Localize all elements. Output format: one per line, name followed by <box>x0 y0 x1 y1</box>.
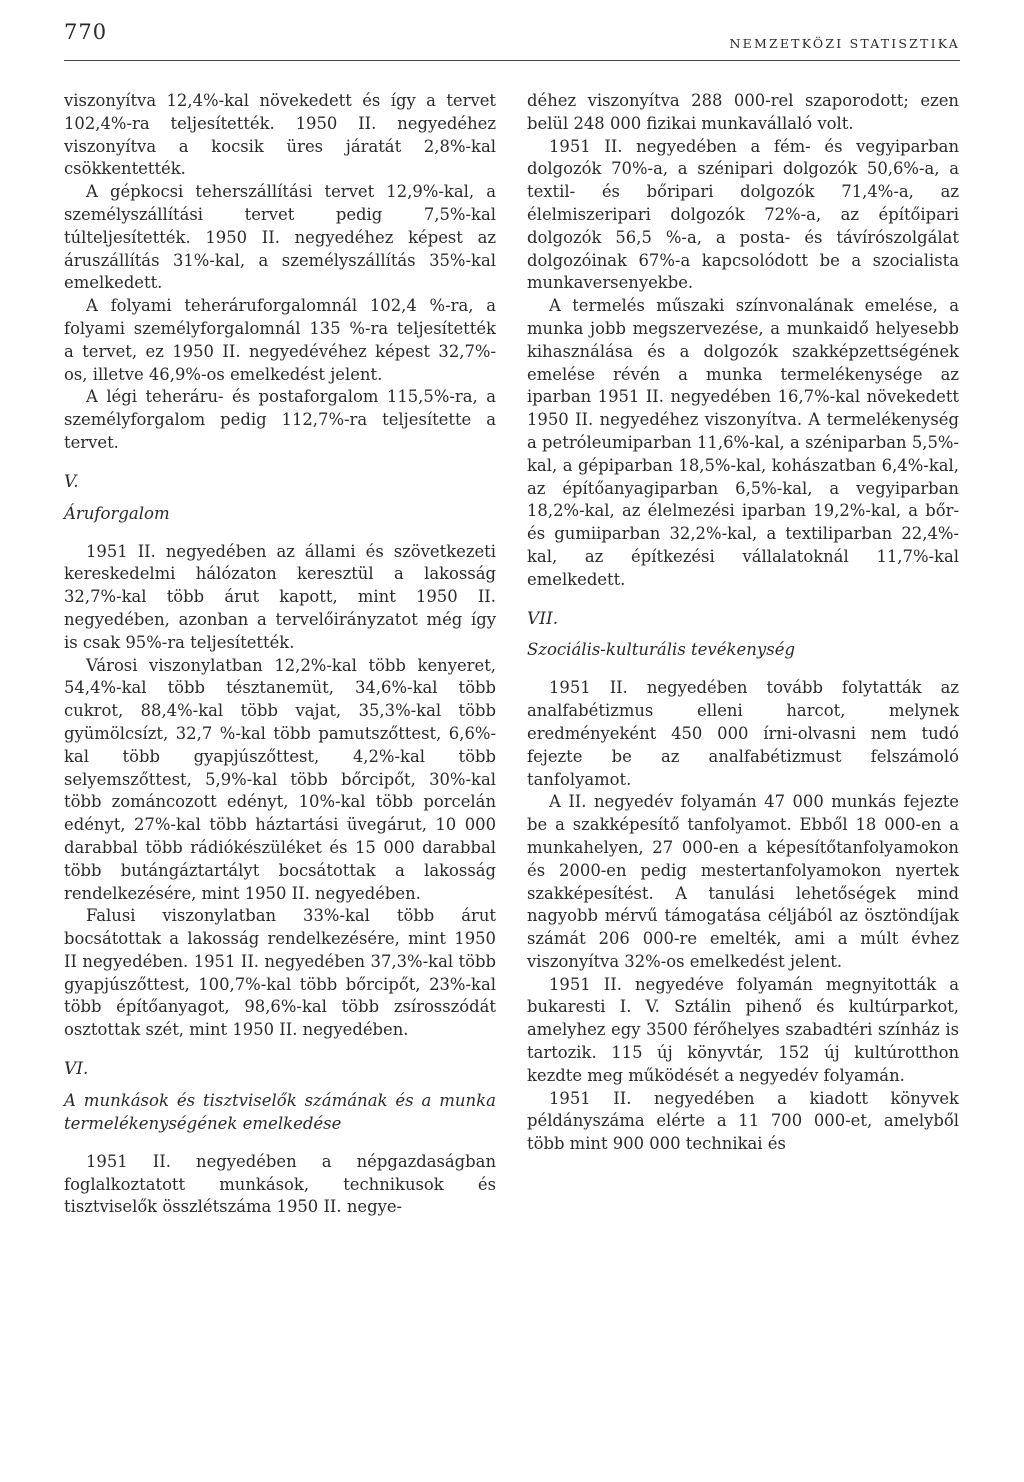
paragraph: A légi teheráru- és postaforgalom 115,5%-ra, a személyforgalom pedig 112,7%-ra teljesítette a tervet. <box>64 387 496 452</box>
section-number: V. <box>64 471 79 492</box>
paragraph: viszonyítva 12,4%-kal növekedett és így a tervet 102,4%-ra teljesítették. 1950 II. negyedéhez viszonyítva a kocsik üres járatát 2,8%-kal csökkentették. <box>64 91 496 179</box>
paragraph: A termelés műszaki színvonalának emelése, a munka jobb megszervezése, a munkaidő helyesebb kihasználása és a dolgozók szakképzettségének emelése révén a munka termelékenysége az iparban 1951 II. negyedében 16,7%-kal növekedett 1950 II. negyedéhez viszonyítva. A termelékenység a petróleumiparban 11,6%-kal, a széniparban 5,5%-kal, a gépiparban 18,5%-kal, kohászatban 6,4%-kal, az építőanyagiparban 6,5%-kal, a vegyiparban 18,2%-kal, az élelmezési iparban 19,2%-kal, a bőr- és gumiiparban 32,2%-kal, a textiliparban 22,4%-kal, az építkezési vállalatoknál 11,7%-kal emelkedett. <box>527 296 959 589</box>
left-column <box>64 90 496 1219</box>
paragraph: 1951 II. negyedében a kiadott könyvek példányszáma elérte a 11 700 000-et, amelyből több mint 900 000 technikai és <box>527 1088 959 1154</box>
running-title: NEMZETKÖZI STATISZTIKA <box>729 36 960 51</box>
header-rule <box>64 60 960 61</box>
paragraph: Városi viszonylatban 12,2%-kal több kenyeret, 54,4%-kal több tésztanemüt, 34,6%-kal több cukrot, 88,4%-kal több vajat, 35,3%-kal több gyümölcsízt, 32,7 %-kal több pamutszőttest, 6,6%-kal több gyapjúszőttest, 4,2%-kal több selyemszőttest, 5,9%-kal több bőrcipőt, 30%-kal több zománcozott edényt, 10%-kal több porcelán edényt, 27%-kal több háztartási üvegárut, 10 000 darabbal több rádiókészüléket és 15 000 darabbal több butángáztartályt bocsátottak a lakosság rendelkezésére, mint 1950 II. negyedében. <box>64 655 496 903</box>
paragraph: A folyami teheráruforgalomnál 102,4 %-ra, a folyami személyforgalomnál 135 %-ra teljesítették a tervet, ez 1950 II. negyedévéhez képest 32,7%-os, illetve 46,9%-os emelkedést jelent. <box>64 296 496 384</box>
section-title: Áruforgalom <box>64 503 170 523</box>
paragraph: 1951 II. negyedében a fém- és vegyiparban dolgozók 70%-a, a szénipari dolgozók 50,6%-a, a textil- és bőripari dolgozók 71,4%-a, az élelmiszeripari dolgozók 72%-a, az építőipari dolgozók 56,5 %-a, a posta- és távírószolgálat dolgozóinak 67%-a kapcsolódott be a szocialista munkaversenyekbe. <box>527 136 959 293</box>
section-title: A munkások és tisztviselők számának és a munka termelékenységének emelkedése <box>64 1090 496 1133</box>
paragraph: Falusi viszonylatban 33%-kal több árut bocsátottak a lakosság rendelkezésére, mint 1950 II negyedében. 1951 II. negyedében 37,3%-kal több gyapjúszőttest, 100,7%-kal több bőrcipőt, 23%-kal több építőanyagot, 98,6%-kal több zsírosszódát osztottak szét, mint 1950 II. negyedében. <box>64 906 496 1040</box>
paragraph: 1951 II. negyedében az állami és szövetkezeti kereskedelmi hálózaton keresztül a lakosság 32,7%-kal több árut kapott, mint 1950 II. negyedében, azonban a tervelőirányzatot még így is csak 95%-ra teljesítették. <box>64 541 496 652</box>
right-column <box>527 90 959 1156</box>
section-number: VII. <box>527 608 559 629</box>
paragraph: 1951 II. negyedéve folyamán megnyitották a bukaresti I. V. Sztálin pihenő és kultúrparkot, amelyhez egy 3500 férőhelyes szabadtéri színház is tartozik. 115 új könyvtár, 152 új kultúrotthon kezdte meg működését a negyedév folyamán. <box>527 974 959 1085</box>
section-number: VI. <box>64 1059 89 1080</box>
paragraph: 1951 II. negyedében tovább folytatták az analfabétizmus elleni harcot, melynek eredményeként 450 000 írni-olvasni nem tudó fejezte be az analfabétizmust felszámoló tanfolyamot. <box>527 678 959 789</box>
paragraph: 1951 II. negyedében a népgazdaságban foglalkoztatott munkások, technikusok és tisztviselők összlétszáma 1950 II. negye- <box>64 1151 496 1217</box>
paragraph: A II. negyedév folyamán 47 000 munkás fejezte be a szakképesítő tanfolyamot. Ebből 18 000-en a munkahelyen, 27 000-en a képesítőtanfolyamokon és 2000-en pedig mestertanfolyamokon nyertek szakképesítést. A tanulási lehetőségek mind nagyobb mérvű támogatása céljából az ösztöndíjak számát 206 000-re emelték, ami a múlt évhez viszonyítva 32%-os emelkedést jelent. <box>527 792 959 971</box>
paragraph: déhez viszonyítva 288 000-rel szaporodott; ezen belül 248 000 fizikai munkavállaló volt. <box>527 91 959 133</box>
page-header <box>64 20 960 60</box>
section-title: Szociális-kulturális tevékenység <box>527 640 796 660</box>
paragraph: A gépkocsi teherszállítási tervet 12,9%-kal, a személyszállítási tervet pedig 7,5%-kal túlteljesítették. 1950 II. negyedéhez képest az áruszállítás 31%-kal, a személyszállítás 35%-kal emelkedett. <box>64 182 496 293</box>
page-number: 770 <box>64 20 108 44</box>
